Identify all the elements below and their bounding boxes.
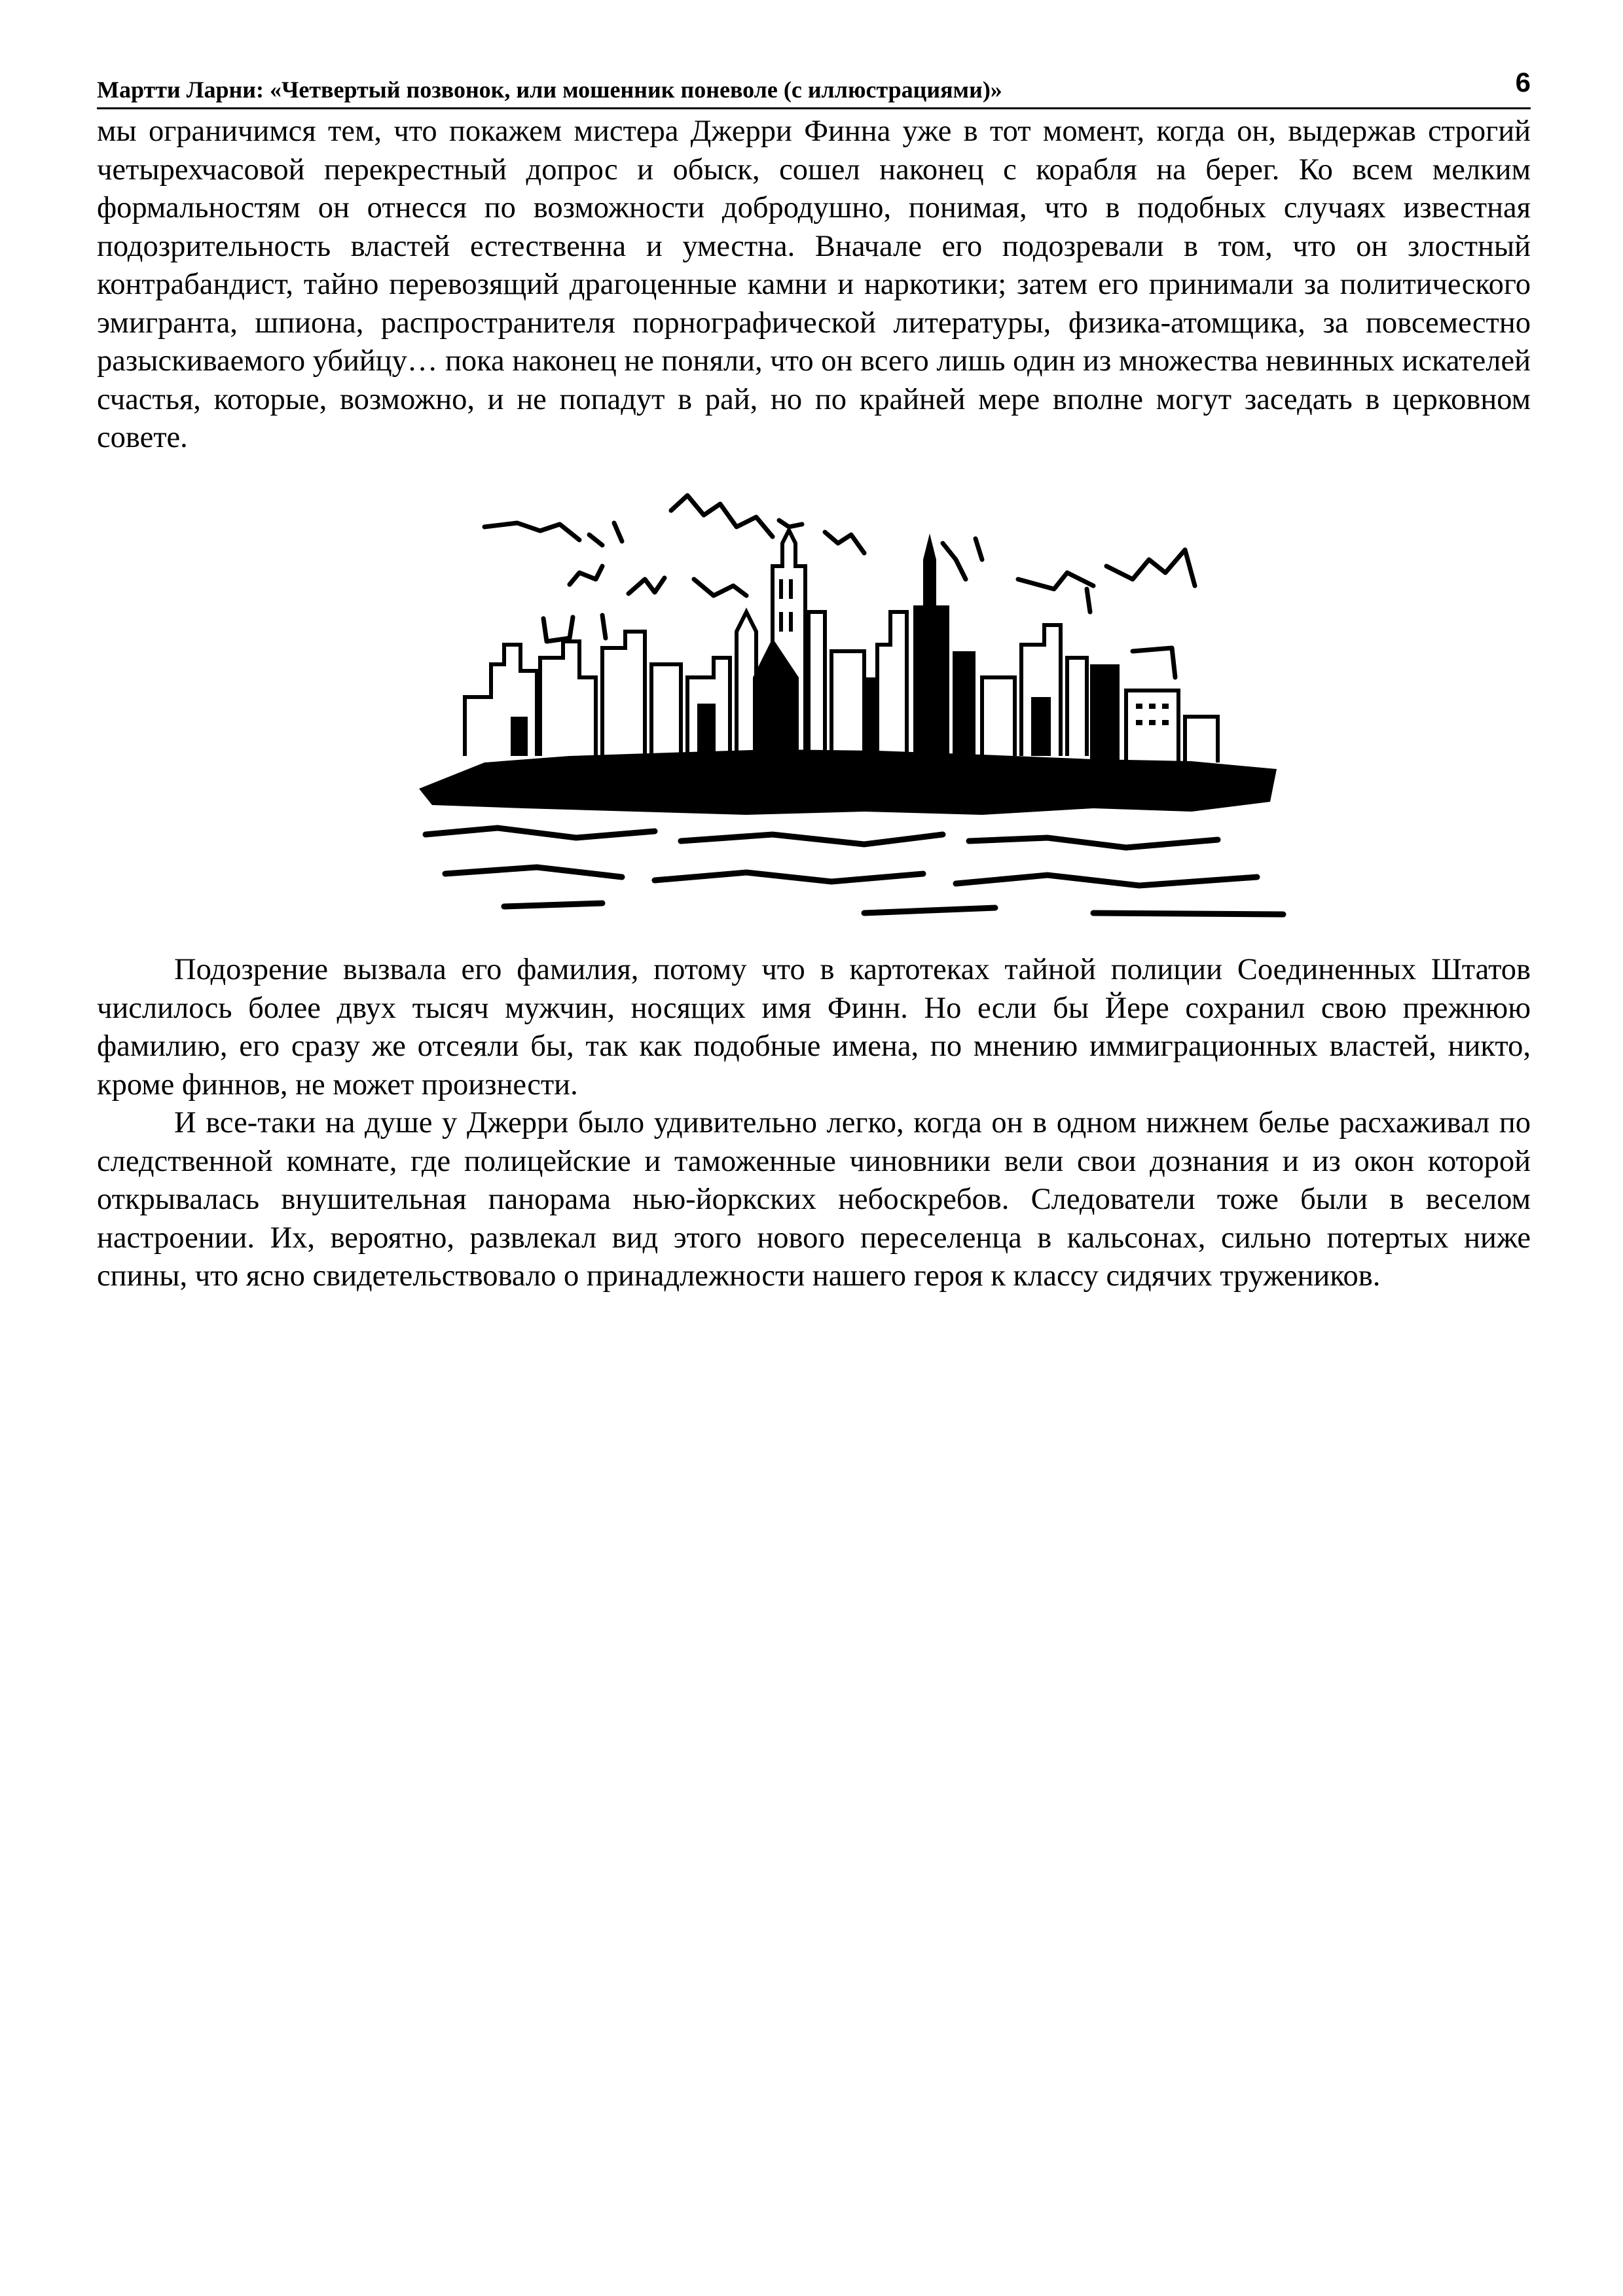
header-title: Мартти Ларни: «Четвертый позвонок, или мошенник поневоле (с иллюстрациями)» — [97, 77, 1002, 103]
page-number: 6 — [1515, 67, 1531, 98]
city-skyline-illustration — [406, 481, 1303, 920]
paragraph-1: мы ограничимся тем, что покажем мистера Джерри Финна уже в тот момент, когда он, выдержав строгий четырехчасовой перекрестный допрос и обыск, сошел наконец с корабля на берег. Ко всем мелким формальностям он отнесся по возможности добродушно, понимая, что в подобных случаях известная подозрительность властей естественна и уместна. Вначале его подозревали в том, что он злостный контрабандист, тайно перевозящий драгоценные камни и наркотики; затем его принимали за политического эмигранта, шпиона, распространителя порнографической литературы, физика-атомщика, за повсеместно разыскиваемого убийцу… пока наконец не поняли, что он всего лишь один из множества невинных искателей счастья, которые, возможно, и не попадут в рай, но по крайней мере вполне могут заседать в церковном совете. — [97, 115, 1531, 454]
page-header — [97, 67, 1531, 109]
text-block-bottom — [97, 951, 1531, 1296]
paragraph-3: И все-таки на душе у Джерри было удивительно легко, когда он в одном нижнем белье расхаживал по следственной комнате, где полицейские и таможенные чиновники вели свои дознания и из окон которой открывалась внушительная панорама нью-йоркских небоскребов. Следователи тоже были в веселом настроении. Их, вероятно, развлекал вид этого нового переселенца в кальсонах, сильно потертых ниже спины, что ясно свидетельствовало о принадлежности нашего героя к классу сидячих тружеников. — [97, 1106, 1531, 1293]
paragraph-2: Подозрение вызвала его фамилия, потому что в картотеках тайной полиции Соединенных Штатов числилось более двух тысяч мужчин, носящих имя Финн. Но если бы Йере сохранил свою прежнюю фамилию, его сразу же отсеяли бы, так как подобные имена, по мнению иммиграционных властей, никто, кроме финнов, не может произнести. — [97, 953, 1531, 1102]
text-block-top — [97, 113, 1531, 457]
